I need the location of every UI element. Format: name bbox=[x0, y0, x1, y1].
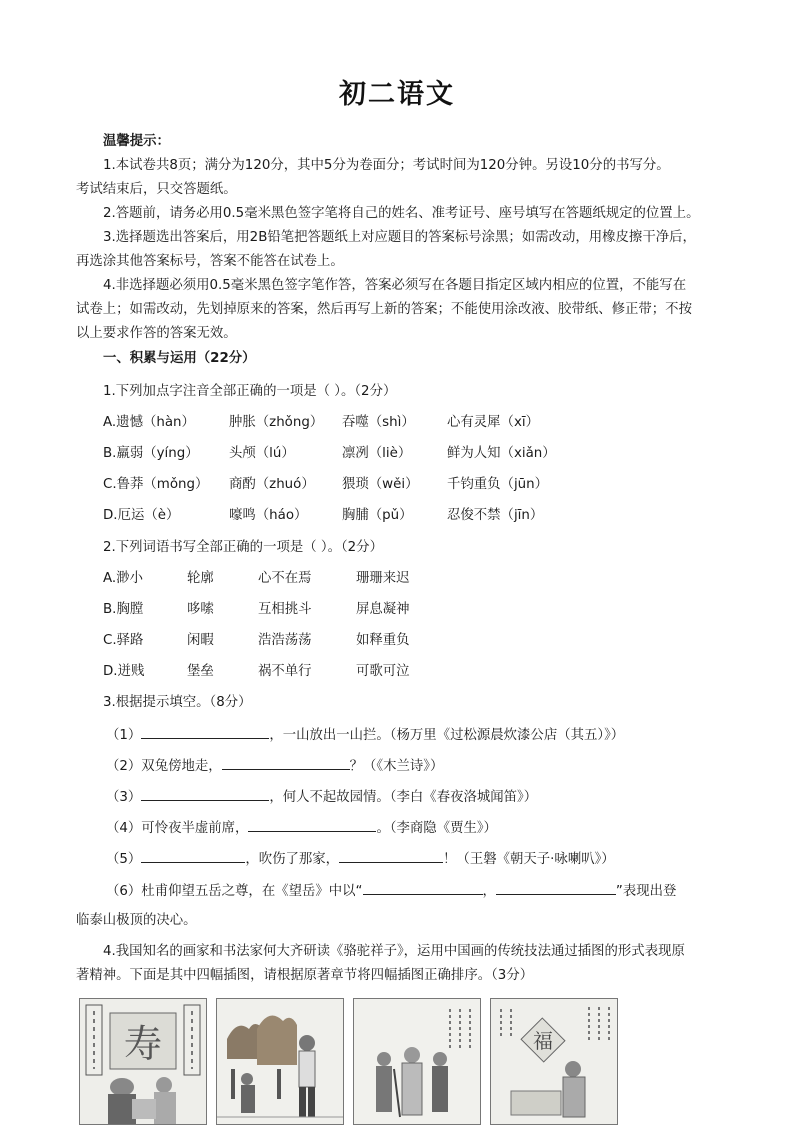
notice-item-1-cont: 考试结束后，只交答题纸。 bbox=[76, 182, 237, 197]
shou-character: 寿 bbox=[123, 1022, 163, 1066]
illustration-shou-scene-icon bbox=[80, 999, 206, 1124]
q1-option-b-3: 凛冽（liè） bbox=[342, 446, 412, 461]
q2-option-c-3: 浩浩荡荡 bbox=[258, 633, 312, 648]
question-2-stem: 2.下列词语书写全部正确的一项是（ ）。（2分） bbox=[103, 540, 383, 555]
q3-line-6-suffix: ”表现出登 bbox=[615, 884, 677, 899]
q1-option-d-2: 嚎鸣（háo） bbox=[229, 508, 308, 523]
notice-item-1: 1.本试卷共8页；满分为120分，其中5分为卷面分；考试时间为120分钟。另设10分的书写分。 bbox=[103, 158, 670, 173]
q1-option-a-3: 吞噬（shì） bbox=[342, 415, 415, 430]
q2-option-b-4: 屏息凝神 bbox=[356, 602, 410, 617]
q3-line-2-prefix: （2）双兔傍地走， bbox=[106, 759, 222, 774]
q3-line-4 bbox=[106, 817, 726, 839]
q1-option-d-3: 胸脯（pǔ） bbox=[342, 508, 413, 523]
q1-option-c-1: C.鲁莽（mǒng） bbox=[103, 477, 209, 492]
q2-option-d-3: 祸不单行 bbox=[258, 664, 312, 679]
q3-line-6-cont: 临泰山极顶的决心。 bbox=[76, 913, 197, 928]
q3-line-2 bbox=[106, 755, 726, 777]
q3-line-5 bbox=[106, 848, 726, 870]
answer-blank-7[interactable] bbox=[363, 880, 483, 895]
q1-option-c-4: 千钧重负（jūn） bbox=[447, 477, 549, 492]
q3-line-4-suffix: 。（李商隐《贾生》） bbox=[376, 821, 497, 836]
q2-option-a-3: 心不在焉 bbox=[258, 571, 312, 586]
illustration-2 bbox=[216, 998, 344, 1125]
q3-line-3-suffix: ，何人不起故园情。（李白《春夜洛城闻笛》） bbox=[269, 790, 538, 805]
answer-blank-6[interactable] bbox=[339, 848, 443, 863]
answer-blank-4[interactable] bbox=[248, 817, 376, 832]
q2-option-c-1: C.驿路 bbox=[103, 633, 144, 648]
notice-item-3: 3.选择题选出答案后，用2B铅笔把答题纸上对应题目的答案标号涂黑；如需改动，用橡皮擦干净后， bbox=[103, 230, 696, 245]
notice-heading: 温馨提示： bbox=[103, 134, 170, 149]
illustration-1 bbox=[79, 998, 207, 1125]
q1-option-a-2: 肿胀（zhǒng） bbox=[229, 415, 324, 430]
q2-option-c-4: 如释重负 bbox=[356, 633, 410, 648]
q3-line-1-suffix: ，一山放出一山拦。（杨万里《过松源晨炊漆公店（其五）》） bbox=[269, 728, 625, 743]
q2-option-b-3: 互相挑斗 bbox=[258, 602, 312, 617]
q1-option-b-2: 头颅（lú） bbox=[229, 446, 295, 461]
q2-option-c-2: 闲暇 bbox=[187, 633, 214, 648]
answer-blank-1[interactable] bbox=[141, 724, 269, 739]
illustration-4 bbox=[490, 998, 618, 1125]
page-title: 初二语文 bbox=[339, 79, 455, 110]
illustration-3 bbox=[353, 998, 481, 1125]
fu-character: 福 bbox=[533, 1029, 553, 1053]
question-3-stem: 3.根据提示填空。（8分） bbox=[103, 695, 252, 710]
answer-blank-5[interactable] bbox=[141, 848, 245, 863]
q2-option-d-2: 堡垒 bbox=[187, 664, 214, 679]
notice-item-4: 4.非选择题必须用0.5毫米黑色签字笔作答，答案必须写在各题目指定区域内相应的位置，不能写在 bbox=[103, 278, 687, 293]
q2-option-d-4: 可歌可泣 bbox=[356, 664, 410, 679]
q1-option-d-4: 忍俊不禁（jīn） bbox=[447, 508, 544, 523]
notice-item-4-cont2: 以上要求作答的答案无效。 bbox=[76, 326, 237, 341]
q1-option-b-4: 鲜为人知（xiǎn） bbox=[447, 446, 556, 461]
notice-item-4-cont: 试卷上；如需改动，先划掉原来的答案，然后再写上新的答案；不能使用涂改液、胶带纸、修正带；不按 bbox=[76, 302, 692, 317]
q2-option-d-1: D.迸贱 bbox=[103, 664, 145, 679]
q3-line-1-prefix: （1） bbox=[106, 728, 142, 743]
q2-option-a-1: A.渺小 bbox=[103, 571, 143, 586]
q2-option-b-2: 哆嗦 bbox=[187, 602, 214, 617]
q3-line-5-middle: ，吹伤了那家， bbox=[245, 852, 340, 867]
notice-item-3-cont: 再选涂其他答案标号，答案不能答在试卷上。 bbox=[76, 254, 344, 269]
q3-line-5-prefix: （5） bbox=[106, 852, 142, 867]
q1-option-d-1: D.厄运（è） bbox=[103, 508, 180, 523]
question-1-stem: 1.下列加点字注音全部正确的一项是（ ）。（2分） bbox=[103, 384, 397, 399]
illustration-camels-scene-icon bbox=[217, 999, 343, 1124]
q3-line-6-prefix: （6）杜甫仰望五岳之尊，在《望岳》中以“ bbox=[106, 884, 363, 899]
illustration-fu-scene-icon bbox=[491, 999, 617, 1124]
q3-line-3 bbox=[106, 786, 726, 808]
section-heading: 一、积累与运用（22分） bbox=[103, 351, 256, 366]
q3-line-6 bbox=[106, 880, 726, 902]
q2-option-a-4: 珊珊来迟 bbox=[356, 571, 410, 586]
q3-line-1 bbox=[106, 724, 726, 746]
q2-option-b-1: B.胸膛 bbox=[103, 602, 144, 617]
q3-line-5-suffix: ！（王磐《朝天子·咏喇叭》） bbox=[443, 852, 615, 867]
question-4-stem-cont: 著精神。下面是其中四幅插图，请根据原著章节将四幅插图正确排序。（3分） bbox=[76, 968, 534, 983]
q3-line-4-prefix: （4）可怜夜半虚前席， bbox=[106, 821, 249, 836]
q1-option-c-3: 猥琐（wěi） bbox=[342, 477, 419, 492]
q3-line-6-middle: ， bbox=[482, 884, 496, 899]
q1-option-b-1: B.羸弱（yíng） bbox=[103, 446, 199, 461]
q2-option-a-2: 轮廓 bbox=[187, 571, 214, 586]
illustration-soldiers-scene-icon bbox=[354, 999, 480, 1124]
notice-item-2: 2.答题前，请务必用0.5毫米黑色签字笔将自己的姓名、准考证号、座号填写在答题纸规定的位置上。 bbox=[103, 206, 700, 221]
question-4-stem: 4.我国知名的画家和书法家何大齐研读《骆驼祥子》，运用中国画的传统技法通过插图的形式表现原 bbox=[103, 944, 685, 959]
q3-line-2-suffix: ？（《木兰诗》） bbox=[349, 759, 444, 774]
q1-option-a-1: A.遗憾（hàn） bbox=[103, 415, 195, 430]
answer-blank-2[interactable] bbox=[222, 755, 350, 770]
answer-blank-3[interactable] bbox=[141, 786, 269, 801]
q1-option-c-2: 商酌（zhuó） bbox=[229, 477, 315, 492]
q3-line-3-prefix: （3） bbox=[106, 790, 142, 805]
q1-option-a-4: 心有灵犀（xī） bbox=[447, 415, 539, 430]
answer-blank-8[interactable] bbox=[496, 880, 616, 895]
